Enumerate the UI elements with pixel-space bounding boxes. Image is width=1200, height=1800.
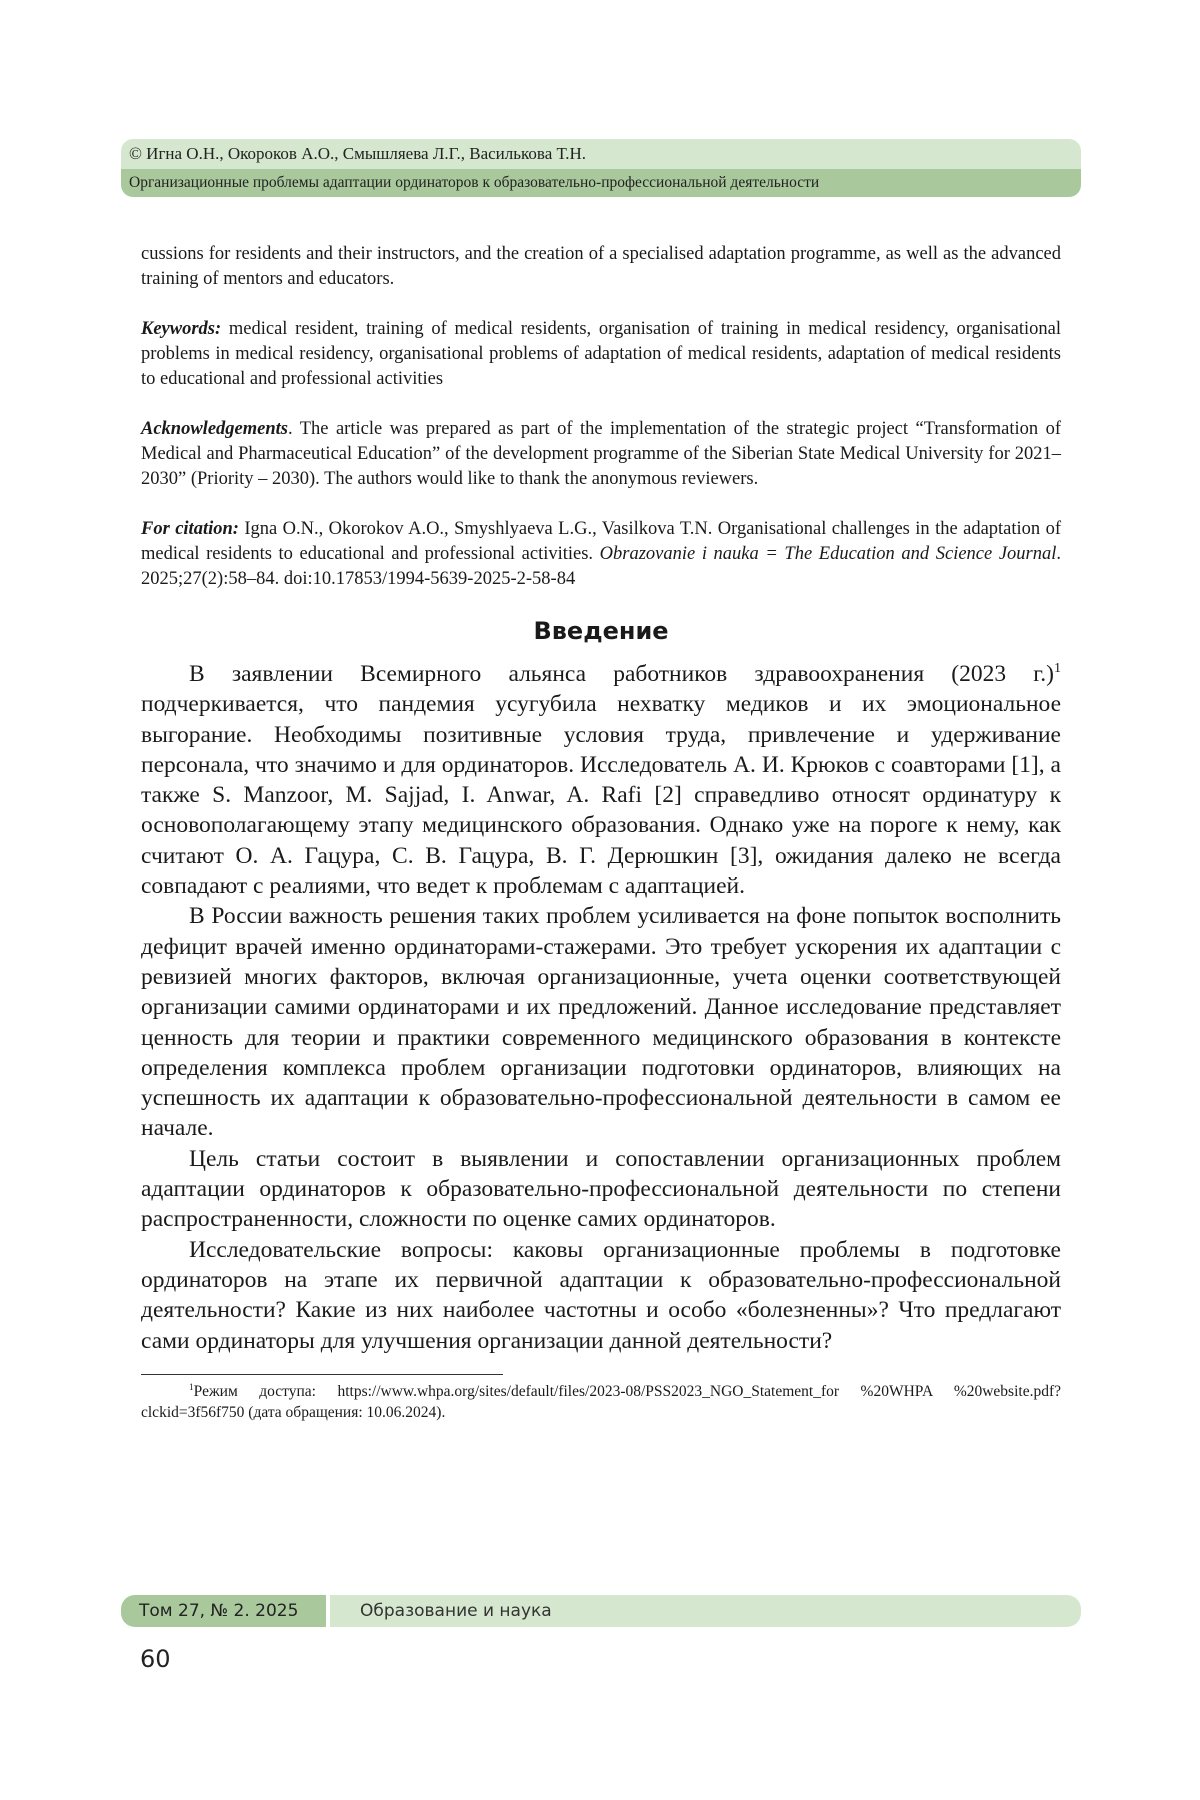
footnote [141, 1381, 1061, 1423]
page-number: 60 [140, 1645, 171, 1673]
paragraph-1-rest: подчеркивается, что пандемия усугубила нехватку медиков и их эмоциональное выгорание. Необходимы позитивные условия труда, привлечение и удерживание персонала, что значимо и для ординаторов. Исследователь А. И. Крюков с соавторами [1], а также S. Manzoor, M. Sajjad, I. Anwar, A. Rafi [2] справедливо относят ординатуру к основополагающему этапу медицинского образования. Однако уже на пороге к нему, как считают О. А. Гацура, С. В. Гацура, В. Г. Дерюшкин [3], ожидания далеко не всегда совпадают с реалиями, что ведет к проблемам с адаптацией. [141, 691, 1061, 900]
footer-journal: Образование и наука [330, 1595, 1081, 1627]
footnote-divider [141, 1374, 503, 1375]
abstract-continuation: cussions for residents and their instructors, and the creation of a specialised adaptation programme, as well as the advanced training of mentors and educators. [141, 244, 1061, 289]
running-footer [121, 1595, 1081, 1627]
running-header [121, 139, 1081, 197]
keywords-text: medical resident, training of medical residents, organisation of training in medical residency, organisational problems in medical residency, organisational problems of adaptation of medical residents, adaptation of medical residents to educational and professional activities [141, 319, 1061, 389]
header-article-title: Организационные проблемы адаптации ординаторов к образовательно-профессиональной деятельности [121, 169, 1081, 197]
acknowledgements-label: Acknowledgements [141, 419, 288, 439]
footnote-reference[interactable]: 1 [1053, 660, 1061, 677]
paragraph-2: В России важность решения таких проблем усиливается на фоне попыток восполнить дефицит врачей именно ординаторами-стажерами. Это требует ускорения их адаптации с ревизией многих факторов, включая организационные, учета оценки соответствующей организации самими ординаторами и их предложений. Данное исследование представляет ценность для теории и практики современного медицинского образования в контексте определения комплекса проблем организации подготовки ординаторов, влияющих на успешность их адаптации к образовательно-профессиональной деятельности в самом ее начале. [141, 903, 1061, 1142]
paragraph-3: Цель статьи состоит в выявлении и сопоставлении организационных проблем адаптации ординаторов к образовательно-профессиональной деятельности по степени распространенности, сложности по оценке самих ординаторов. [141, 1145, 1061, 1233]
keywords-block [141, 317, 1061, 392]
paragraph-4: Исследовательские вопросы: каковы организационные проблемы в подготовке ординаторов на этапе их первичной адаптации к образовательно-профессиональной деятельности? Какие из них наиболее частотны и особо «болезненны»? Что предлагают сами ординаторы для улучшения организации данной деятельности? [141, 1236, 1061, 1354]
footnote-mark: 1 [189, 1382, 194, 1393]
citation-journal: Obrazovanie i nauka = The Education and Science Journal [599, 544, 1057, 564]
paragraph-1 [141, 659, 1061, 901]
page-content [141, 242, 1061, 1423]
citation-text: Igna O.N., Okorokov A.O., Smyshlyaeva L.G., Vasilkova T.N. Organisational challenges in the adaptation of medical residents to educational and professional activities. [141, 519, 1061, 564]
footer-issue: Том 27, № 2. 2025 [121, 1595, 326, 1627]
paragraph-1-start: В заявлении Всемирного альянса работников здравоохранения (2023 г.) [189, 661, 1054, 687]
citation-block [141, 517, 1061, 592]
acknowledgements-text: . The article was prepared as part of the implementation of the strategic project “Transformation of Medical and Pharmaceutical Education” of the development programme of the Siberian State Medical University for 2021–2030” (Priority – 2030). The authors would like to thank the anonymous reviewers. [141, 419, 1061, 489]
acknowledgements-block [141, 417, 1061, 492]
citation-ref: . 2025;27(2):58–84. doi:10.17853/1994-5639-2025-2-58-84 [141, 544, 1061, 589]
section-heading: Введение [533, 617, 669, 645]
footnote-text: Режим доступа: https://www.whpa.org/sites/default/files/2023-08/PSS2023_NGO_Statement_for %20WHPA %20website.pdf?clckid=3f56f750 (дата обращения: 10.06.2024). [141, 1382, 1061, 1421]
citation-label: For citation: [141, 519, 239, 539]
header-authors: © Игна О.Н., Окороков А.О., Смышляева Л.Г., Василькова Т.Н. [121, 139, 1081, 169]
keywords-label: Keywords: [141, 319, 222, 339]
